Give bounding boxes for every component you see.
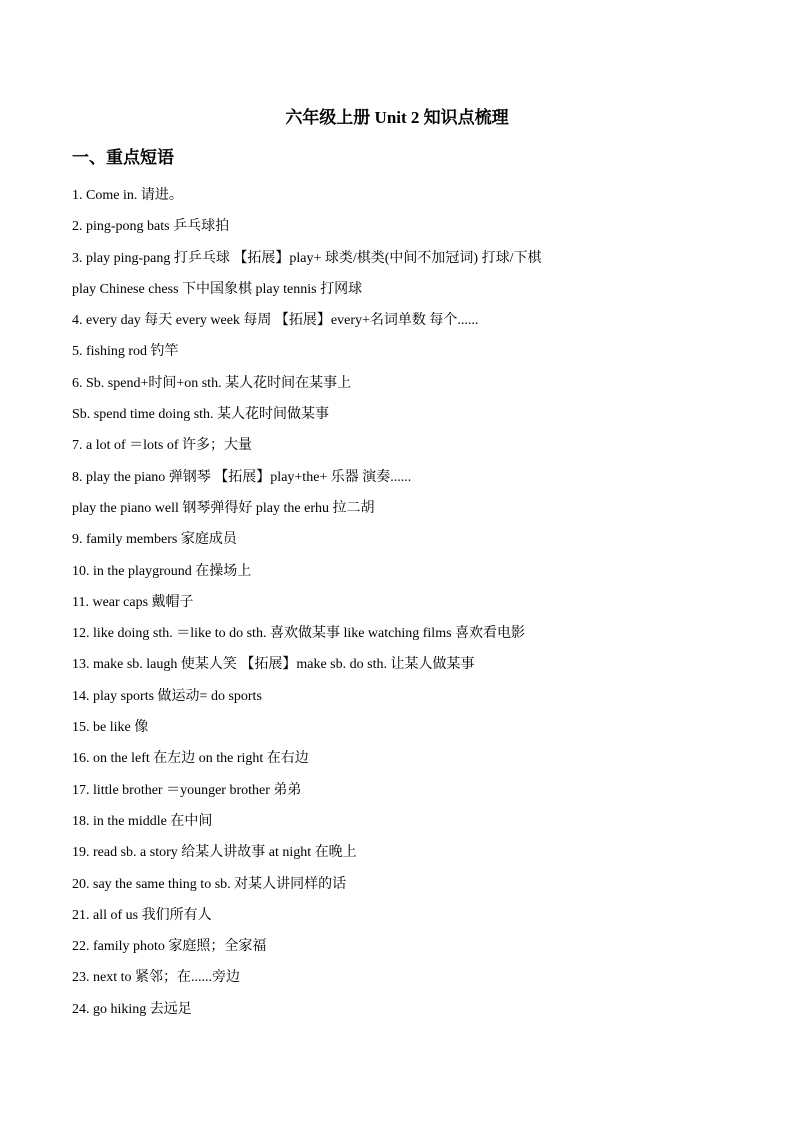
phrase-line [72, 717, 752, 748]
phrase-line [72, 748, 752, 779]
phrase-line [72, 498, 752, 529]
phrase-text: 6. Sb. spend+时间+on sth. 某人花时间在某事上 [72, 375, 352, 391]
phrase-text: 13. make sb. laugh 使某人笑 【拓展】make sb. do sth. 让某人做某事 [72, 657, 475, 673]
phrase-text: 21. all of us 我们所有人 [72, 907, 212, 923]
phrase-text: 10. in the playground 在操场上 [72, 563, 252, 579]
phrase-text: 12. like doing sth. ＝like to do sth. 喜欢做某事 like watching films 喜欢看电影 [72, 626, 526, 642]
phrase-text: 23. next to 紧邻；在......旁边 [72, 970, 240, 986]
phrase-line [72, 341, 752, 372]
phrase-list [72, 185, 752, 1030]
phrase-line [72, 654, 752, 685]
phrase-text: 11. wear caps 戴帽子 [72, 594, 194, 610]
phrase-line [72, 592, 752, 623]
phrase-line [72, 905, 752, 936]
phrase-line [72, 435, 752, 466]
phrase-line [72, 623, 752, 654]
phrase-line [72, 686, 752, 717]
phrase-line [72, 842, 752, 873]
phrase-text: 9. family members 家庭成员 [72, 532, 237, 548]
phrase-line [72, 874, 752, 905]
phrase-text: 20. say the same thing to sb. 对某人讲同样的话 [72, 876, 347, 892]
phrase-text: 7. a lot of ＝lots of 许多；大量 [72, 438, 253, 454]
phrase-text: 4. every day 每天 every week 每周 【拓展】every+名词单数 每个...... [72, 313, 479, 329]
phrase-text: 15. be like 像 [72, 720, 149, 736]
phrase-line [72, 780, 752, 811]
phrase-text: 22. family photo 家庭照；全家福 [72, 939, 267, 955]
phrase-line [72, 529, 752, 560]
phrase-line [72, 967, 752, 998]
phrase-text: 1. Come in. 请进。 [72, 188, 183, 203]
phrase-text: 18. in the middle 在中间 [72, 813, 213, 829]
phrase-text: play Chinese chess 下中国象棋 play tennis 打网球 [72, 281, 363, 297]
phrase-text: 8. play the piano 弹钢琴 【拓展】play+the+ 乐器 演奏...... [72, 469, 412, 485]
phrase-line [72, 811, 752, 842]
phrase-line [72, 216, 752, 247]
page-title: 六年级上册 Unit 2 知识点梳理 [285, 108, 509, 127]
phrase-text: 16. on the left 在左边 on the right 在右边 [72, 751, 309, 767]
phrase-text: 14. play sports 做运动= do sports [72, 688, 262, 704]
phrase-line [72, 185, 752, 216]
phrase-text: 5. fishing rod 钓竿 [72, 344, 179, 360]
phrase-line [72, 373, 752, 404]
phrase-text: 17. little brother ＝younger brother 弟弟 [72, 782, 302, 798]
phrase-text: 2. ping-pong bats 乒乓球拍 [72, 219, 230, 235]
phrase-line [72, 404, 752, 435]
phrase-text: 19. read sb. a story 给某人讲故事 at night 在晚上 [72, 845, 357, 861]
phrase-line [72, 999, 752, 1030]
phrase-text: 24. go hiking 去远足 [72, 1001, 192, 1017]
phrase-line [72, 279, 752, 310]
phrase-line [72, 467, 752, 498]
phrase-line [72, 561, 752, 592]
phrase-line [72, 248, 752, 279]
phrase-text: play the piano well 钢琴弹得好 play the erhu 拉二胡 [72, 500, 375, 516]
phrase-line [72, 936, 752, 967]
phrase-text: Sb. spend time doing sth. 某人花时间做某事 [72, 407, 330, 423]
phrase-line [72, 310, 752, 341]
section-heading: 一、重点短语 [72, 148, 174, 167]
phrase-text: 3. play ping-pang 打乒乓球 【拓展】play+ 球类/棋类(中间不加冠词) 打球/下棋 [72, 250, 542, 266]
